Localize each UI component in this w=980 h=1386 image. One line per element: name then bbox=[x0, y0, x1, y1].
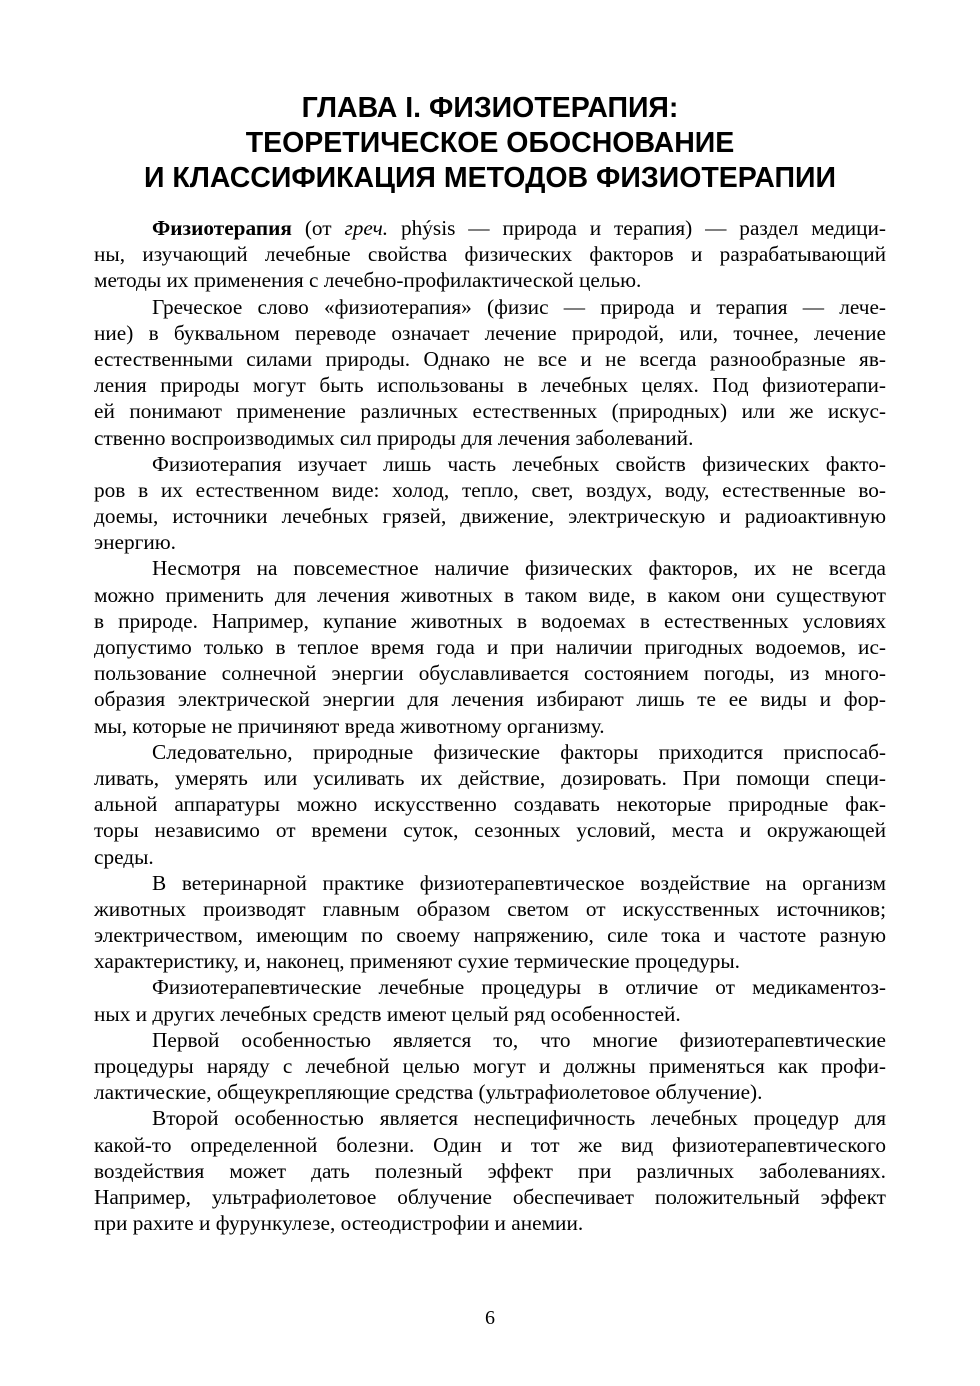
paragraph-line: в природе. Например, купание животных в водоемах в естественных условиях bbox=[94, 608, 886, 633]
paragraph-line: Например, ультрафиолетовое облучение обеспечивает положительный эффект bbox=[94, 1184, 886, 1209]
paragraph-line: Первой особенностью является то, что многие физиотерапевтические bbox=[152, 1027, 886, 1052]
paragraph bbox=[94, 870, 886, 975]
paragraph-line: торы независимо от времени суток, сезонных условий, места и окружающей bbox=[94, 818, 886, 843]
paragraph-line: процедуры наряду с лечебной целью могут и должны применяться как профи- bbox=[94, 1054, 886, 1078]
italic-abbreviation: греч. bbox=[344, 216, 389, 240]
paragraph-line: какой-то определенной болезни. Один и тот же вид физиотерапевтического bbox=[94, 1132, 886, 1157]
paragraph bbox=[94, 451, 886, 556]
body-text bbox=[94, 215, 886, 1236]
paragraph-line: Несмотря на повсеместное наличие физических факторов, их не всегда bbox=[152, 556, 886, 581]
paragraph-line: характеристику, и, наконец, применяют сухие термические процедуры. bbox=[94, 949, 740, 974]
paragraph-line: ров в их естественном виде: холод, тепло, свет, воздух, воду, естественные во- bbox=[94, 477, 886, 502]
paragraph-line: Греческое слово «физиотерапия» (физис — природа и терапия — лече- bbox=[152, 294, 886, 319]
paragraph-line: ственно воспроизводимых сил природы для лечения заболеваний. bbox=[94, 425, 694, 450]
paragraph-line: методы их применения с лечебно-профилактической целью. bbox=[94, 268, 642, 293]
paragraph-line: В ветеринарной практике физиотерапевтическое воздействие на организм bbox=[152, 870, 886, 895]
chapter-title-line-3: И КЛАССИФИКАЦИЯ МЕТОДОВ ФИЗИОТЕРАПИИ bbox=[144, 162, 836, 194]
paragraph-definition bbox=[94, 215, 886, 294]
paragraph-line: ления природы могут быть использованы в лечебных целях. Под физиотерапи- bbox=[94, 373, 886, 398]
paragraph bbox=[94, 1027, 886, 1106]
paragraph-line: пользование солнечной энергии обуславливается состоянием погоды, из много- bbox=[94, 661, 886, 686]
paragraph-line: Второй особенностью является неспецифичность лечебных процедур для bbox=[152, 1106, 886, 1131]
chapter-title-line-2: ТЕОРЕТИЧЕСКОЕ ОБОСНОВАНИЕ bbox=[245, 127, 735, 159]
paragraph bbox=[94, 739, 886, 870]
paragraph-line: Физиотерапия (от греч. phýsis — природа и терапия) — раздел медици- bbox=[152, 216, 886, 240]
paragraph bbox=[94, 555, 886, 738]
page-number: 6 bbox=[485, 1307, 495, 1329]
paragraph-line: альной аппаратуры можно искусственно создавать некоторые природные фак- bbox=[94, 792, 886, 817]
chapter-title-line-1: ГЛАВА I. ФИЗИОТЕРАПИЯ: bbox=[301, 92, 679, 124]
paragraph-line: естественными силами природы. Однако не все и не всегда разнообразные яв- bbox=[94, 346, 886, 371]
paragraph-line: допустимо только в теплое время года и при наличии пригодных водоемов, ис- bbox=[94, 635, 886, 659]
paragraph-line: воздействия может дать полезный эффект при различных заболеваниях. bbox=[94, 1158, 886, 1183]
paragraph-line: ей понимают применение различных естественных (природных) или же искус- bbox=[94, 399, 886, 424]
paragraph-line: Физиотерапевтические лечебные процедуры в отличие от медикаментоз- bbox=[152, 975, 886, 1000]
paragraph-line: энергию. bbox=[94, 530, 177, 555]
paragraph bbox=[94, 1105, 886, 1236]
paragraph-line: лактические, общеукрепляющие средства (ультрафиолетовое облучение). bbox=[94, 1080, 763, 1105]
paragraph-line: ных и других лечебных средств имеют целый ряд особенностей. bbox=[94, 1001, 681, 1026]
paragraph bbox=[94, 294, 886, 451]
paragraph-line: можно применить для лечения животных в таком виде, в каком они существуют bbox=[94, 582, 886, 607]
paragraph-line: среды. bbox=[94, 844, 154, 869]
paragraph-line: ны, изучающий лечебные свойства физических факторов и разрабатывающий bbox=[94, 242, 886, 267]
paragraph-line: животных производят главным образом светом от искусственных источников; bbox=[94, 896, 886, 921]
paragraph-line: ливать, умерять или усиливать их действие, дозировать. При помощи специ- bbox=[94, 765, 886, 790]
paragraph-line: образия электрической энергии для лечения избирают лишь те ее виды и фор- bbox=[94, 687, 886, 712]
paragraph-line: электричеством, имеющим по своему напряжению, силе тока и частоте разную bbox=[94, 923, 886, 948]
chapter-title bbox=[90, 91, 890, 196]
paragraph-line: мы, которые не причиняют вреда животному организму. bbox=[94, 713, 605, 738]
paragraph bbox=[94, 974, 886, 1026]
paragraph-line: при рахите и фурункулезе, остеодистрофии и анемии. bbox=[94, 1211, 584, 1236]
paragraph-line: Следовательно, природные физические факторы приходится приспосаб- bbox=[152, 739, 886, 764]
paragraph-line: ние) в буквальном переводе означает лечение природой, или, точнее, лечение bbox=[94, 320, 886, 345]
paragraph-line: доемы, источники лечебных грязей, движение, электрическую и радиоактивную bbox=[94, 504, 886, 529]
defined-term: Физиотерапия bbox=[152, 216, 292, 240]
paragraph-line: Физиотерапия изучает лишь часть лечебных свойств физических факто- bbox=[152, 451, 886, 476]
